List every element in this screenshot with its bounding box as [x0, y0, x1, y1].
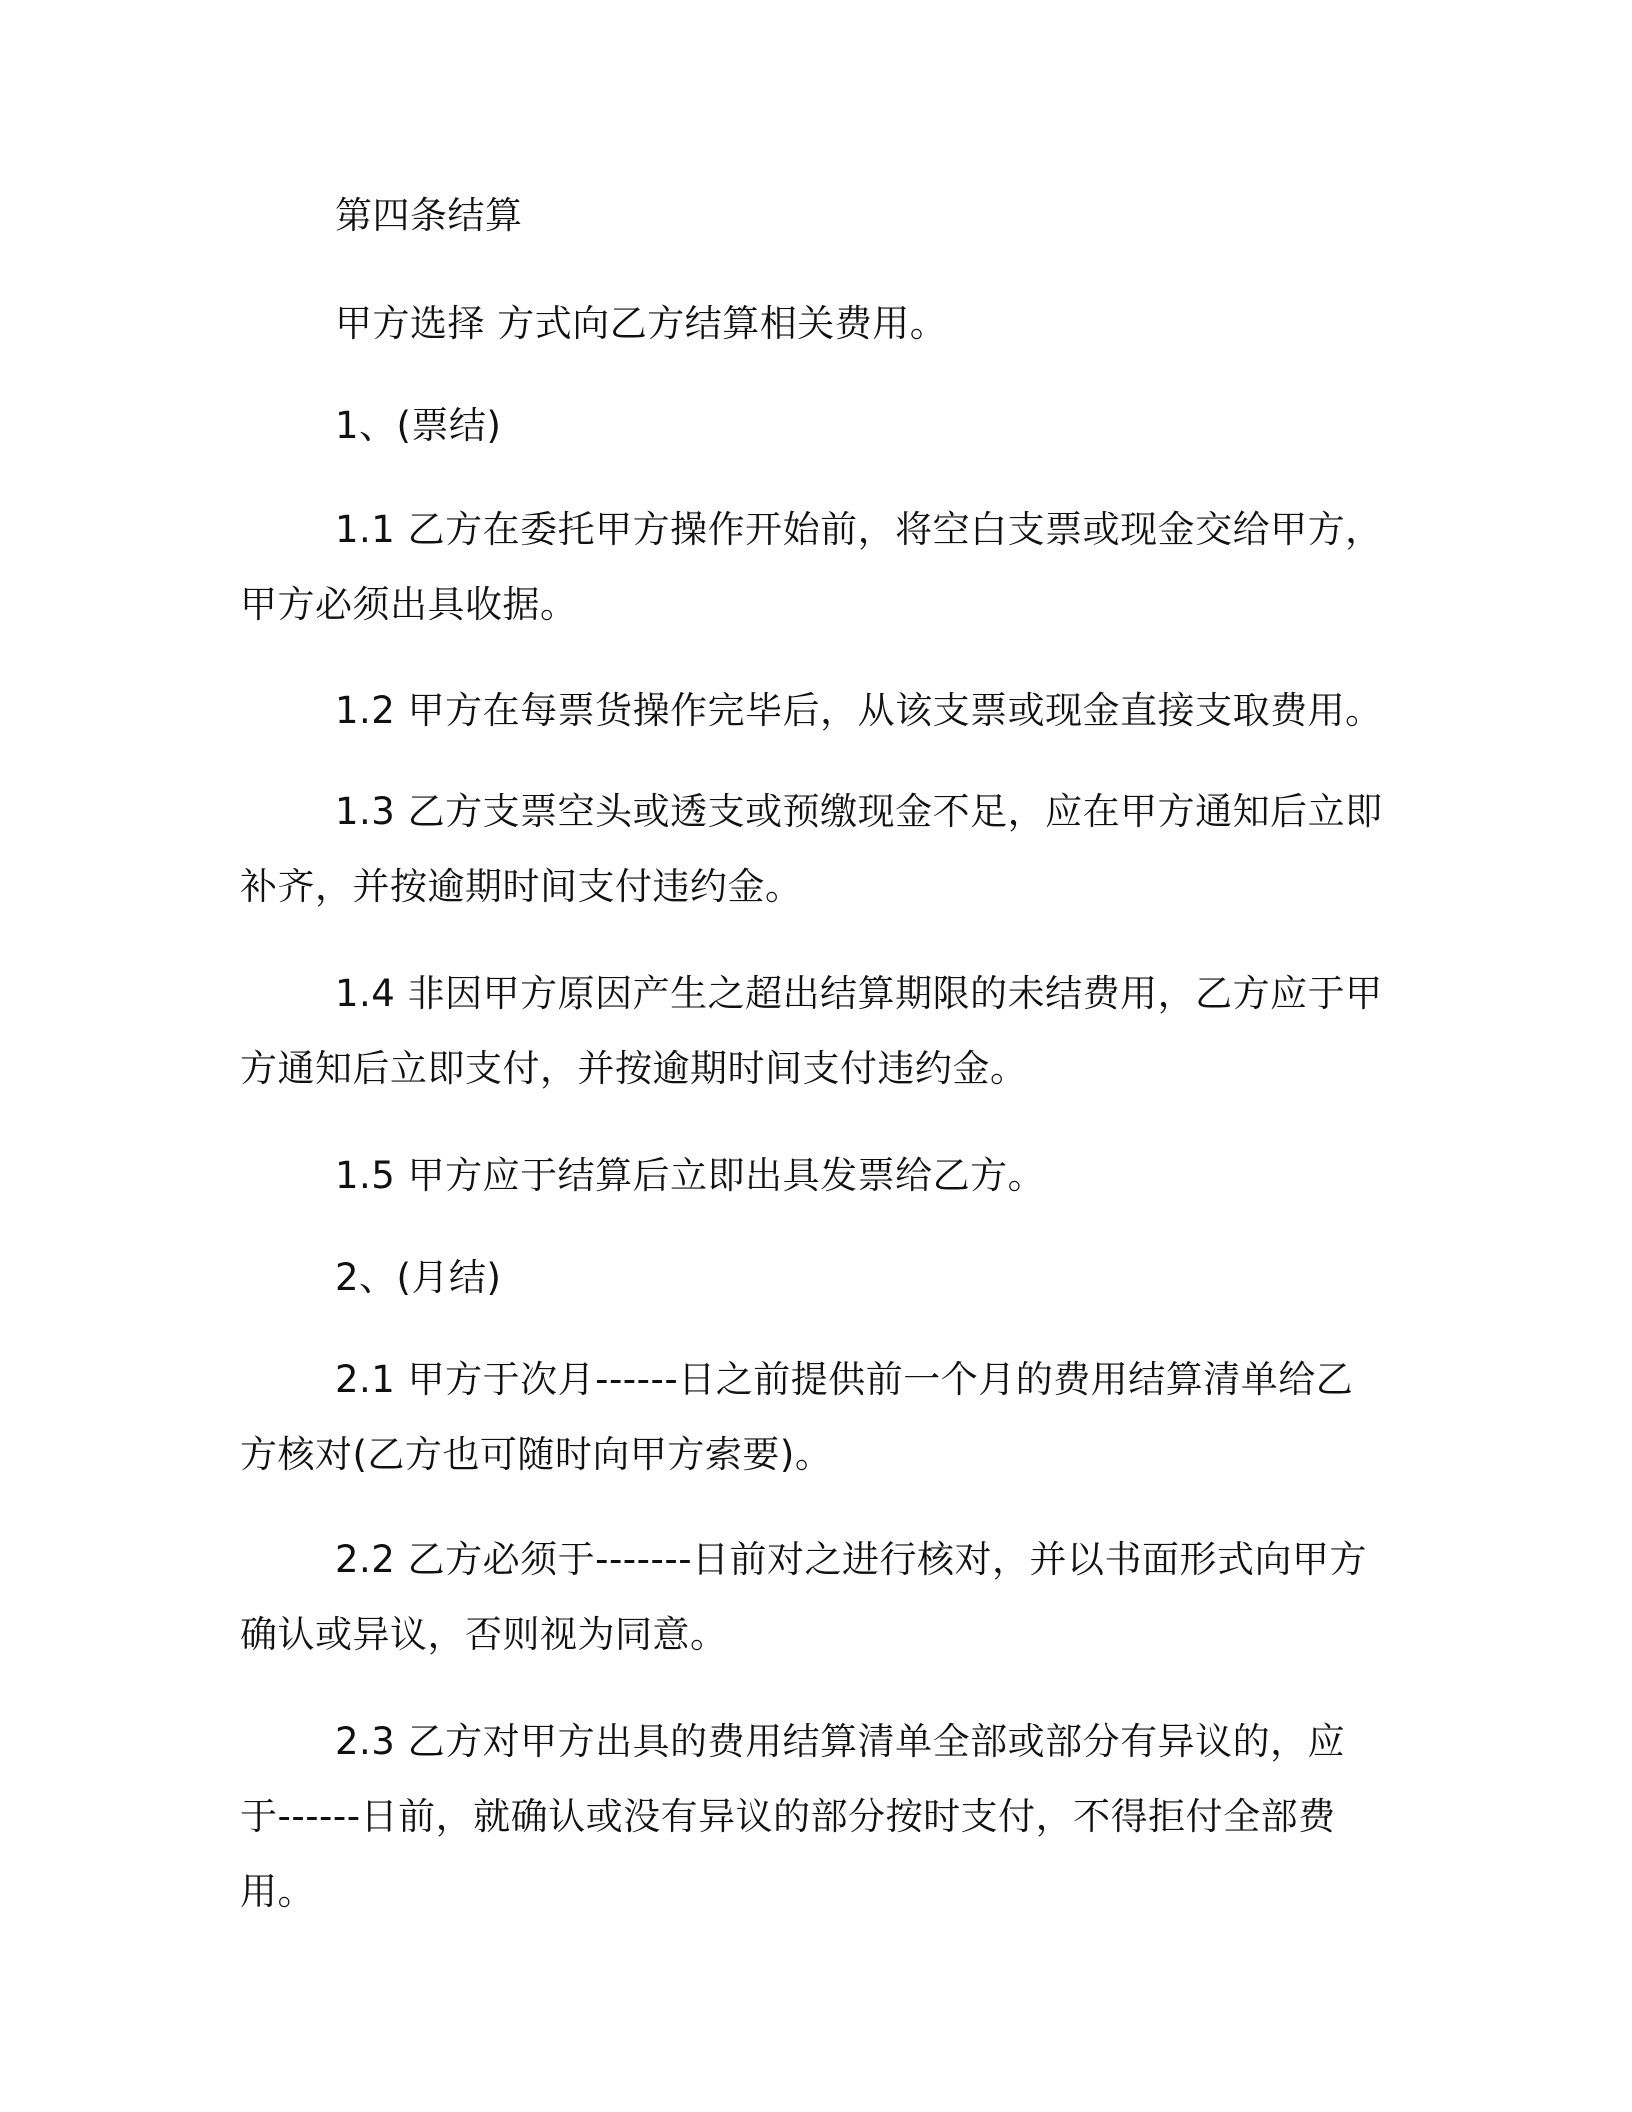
subsection-heading-monthly: 2、(月结) [335, 1256, 502, 1299]
clause-1-5: 1.5 甲方应于结算后立即出具发票给乙方。 [335, 1154, 1046, 1197]
clause-2-3: 2.3 乙方对甲方出具的费用结算清单全部或部分有异议的，应于------日前，就确认或没有异议的部分按时支付，不得拒付全部费用。 [240, 1720, 1346, 1913]
clause-1-1: 1.1 乙方在委托甲方操作开始前，将空白支票或现金交给甲方，甲方必须出具收据。 [240, 508, 1383, 626]
paragraph-intro: 甲方选择 方式向乙方结算相关费用。 [335, 302, 948, 345]
clause-1-3: 1.3 乙方支票空头或透支或预缴现金不足，应在甲方通知后立即补齐，并按逾期时间支付违约金。 [240, 790, 1383, 908]
subsection-heading-ticket: 1、(票结) [335, 404, 502, 447]
clause-2-1: 2.1 甲方于次月------日之前提供前一个月的费用结算清单给乙方核对(乙方也可随时向甲方索要)。 [240, 1358, 1354, 1476]
clause-1-4: 1.4 非因甲方原因产生之超出结算期限的未结费用，乙方应于甲方通知后立即支付，并按逾期时间支付违约金。 [240, 972, 1383, 1090]
section-heading: 第四条结算 [335, 194, 523, 237]
clause-2-2: 2.2 乙方必须于-------日前对之进行核对，并以书面形式向甲方确认或异议，否则视为同意。 [240, 1538, 1368, 1656]
clause-1-2: 1.2 甲方在每票货操作完毕后，从该支票或现金直接支取费用。 [335, 689, 1383, 732]
